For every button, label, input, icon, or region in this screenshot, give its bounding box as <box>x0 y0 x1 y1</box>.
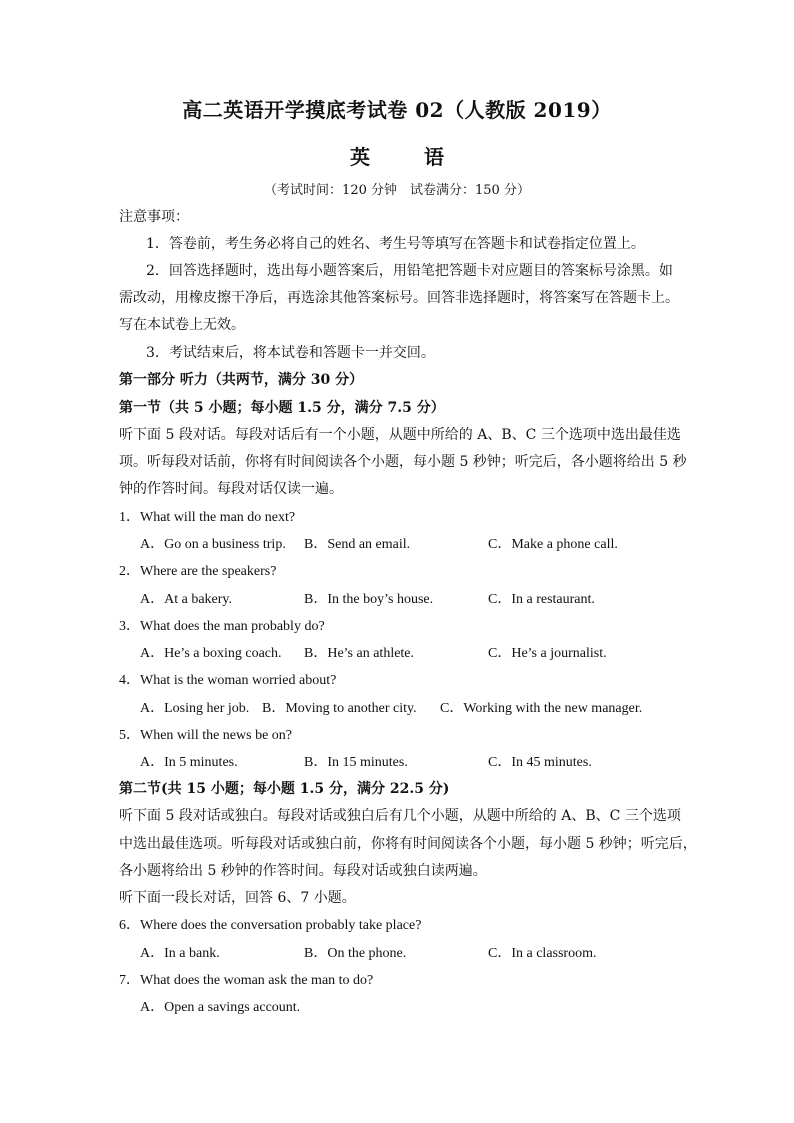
section2-instruction-3: 各小题将给出 5 秒钟的作答时间。每段对话或独白读两遍。 <box>119 863 487 879</box>
section1-instruction-3: 钟的作答时间。每段对话仅读一遍。 <box>119 481 343 497</box>
q1-option-c: C．Make a phone call. <box>488 537 618 552</box>
question-5: 5．When will the news be on? <box>119 728 293 743</box>
question-3: 3．What does the man probably do? <box>119 619 325 634</box>
section1-heading: 第一节（共 5 小题；每小题 1.5 分，满分 7.5 分） <box>119 400 445 416</box>
part1-heading: 第一部分 听力（共两节，满分 30 分） <box>119 372 364 388</box>
question-7: 7．What does the woman ask the man to do? <box>119 973 374 988</box>
notes-heading: 注意事项： <box>119 209 189 225</box>
section1-instruction-1: 听下面 5 段对话。每段对话后有一个小题，从题中所给的 A、B、C 三个选项中选出最佳选 <box>119 427 681 443</box>
subject-char-2: 语 <box>424 145 444 169</box>
q1-option-a: A．Go on a business trip. <box>140 537 286 552</box>
note-2-line-2: 需改动，用橡皮擦干净后，再选涂其他答案标号。回答非选择题时，将答案写在答题卡上。 <box>119 290 679 306</box>
q6-option-a: A．In a bank. <box>140 946 220 961</box>
q1-option-b: B．Send an email. <box>304 537 411 552</box>
exam-meta: （考试时间：120 分钟 试卷满分：150 分） <box>264 183 530 198</box>
exam-title: 高二英语开学摸底考试卷 02（人教版 2019） <box>182 98 612 122</box>
note-1: 1．答卷前，考生务必将自己的姓名、考生号等填写在答题卡和试卷指定位置上。 <box>146 236 645 252</box>
q2-option-a: A．At a bakery. <box>140 592 233 607</box>
note-3: 3．考试结束后，将本试卷和答题卡一并交回。 <box>146 345 435 361</box>
q4-option-c: C．Working with the new manager. <box>440 701 643 716</box>
q2-option-c: C．In a restaurant. <box>488 592 595 607</box>
section1-instruction-2: 项。听每段对话前，你将有时间阅读各个小题，每小题 5 秒钟；听完后，各小题将给出 5 秒 <box>119 454 687 470</box>
section2-heading: 第二节(共 15 小题；每小题 1.5 分，满分 22.5 分) <box>119 781 450 797</box>
q4-option-a: A．Losing her job. <box>140 701 250 716</box>
q5-option-a: A．In 5 minutes. <box>140 755 238 770</box>
q7-option-a: A．Open a savings account. <box>140 1000 301 1015</box>
q3-option-b: B．He’s an athlete. <box>304 646 415 661</box>
q3-option-c: C．He’s a journalist. <box>488 646 607 661</box>
section2-instruction-2: 中选出最佳选项。听每段对话或独白前，你将有时间阅读各个小题，每小题 5 秒钟；听完后， <box>119 836 697 852</box>
q3-option-a: A．He’s a boxing coach. <box>140 646 282 661</box>
q2-option-b: B．In the boy’s house. <box>304 592 434 607</box>
question-4: 4．What is the woman worried about? <box>119 673 337 688</box>
note-2-line-3: 写在本试卷上无效。 <box>119 317 245 333</box>
subject-heading <box>0 141 794 170</box>
q5-option-b: B．In 15 minutes. <box>304 755 408 770</box>
q5-option-c: C．In 45 minutes. <box>488 755 592 770</box>
section2-instruction-4: 听下面一段长对话，回答 6、7 小题。 <box>119 890 356 906</box>
note-2-line-1: 2．回答选择题时，选出每小题答案后，用铅笔把答题卡对应题目的答案标号涂黑。如 <box>146 263 673 279</box>
question-6: 6．Where does the conversation probably take place? <box>119 918 422 933</box>
question-1: 1．What will the man do next? <box>119 510 296 525</box>
question-2: 2．Where are the speakers? <box>119 564 277 579</box>
q6-option-c: C．In a classroom. <box>488 946 597 961</box>
section2-instruction-1: 听下面 5 段对话或独白。每段对话或独白后有几个小题，从题中所给的 A、B、C 三个选项 <box>119 808 681 824</box>
subject-char-1: 英 <box>350 145 370 169</box>
q6-option-b: B．On the phone. <box>304 946 407 961</box>
q4-option-b: B．Moving to another city. <box>262 701 417 716</box>
